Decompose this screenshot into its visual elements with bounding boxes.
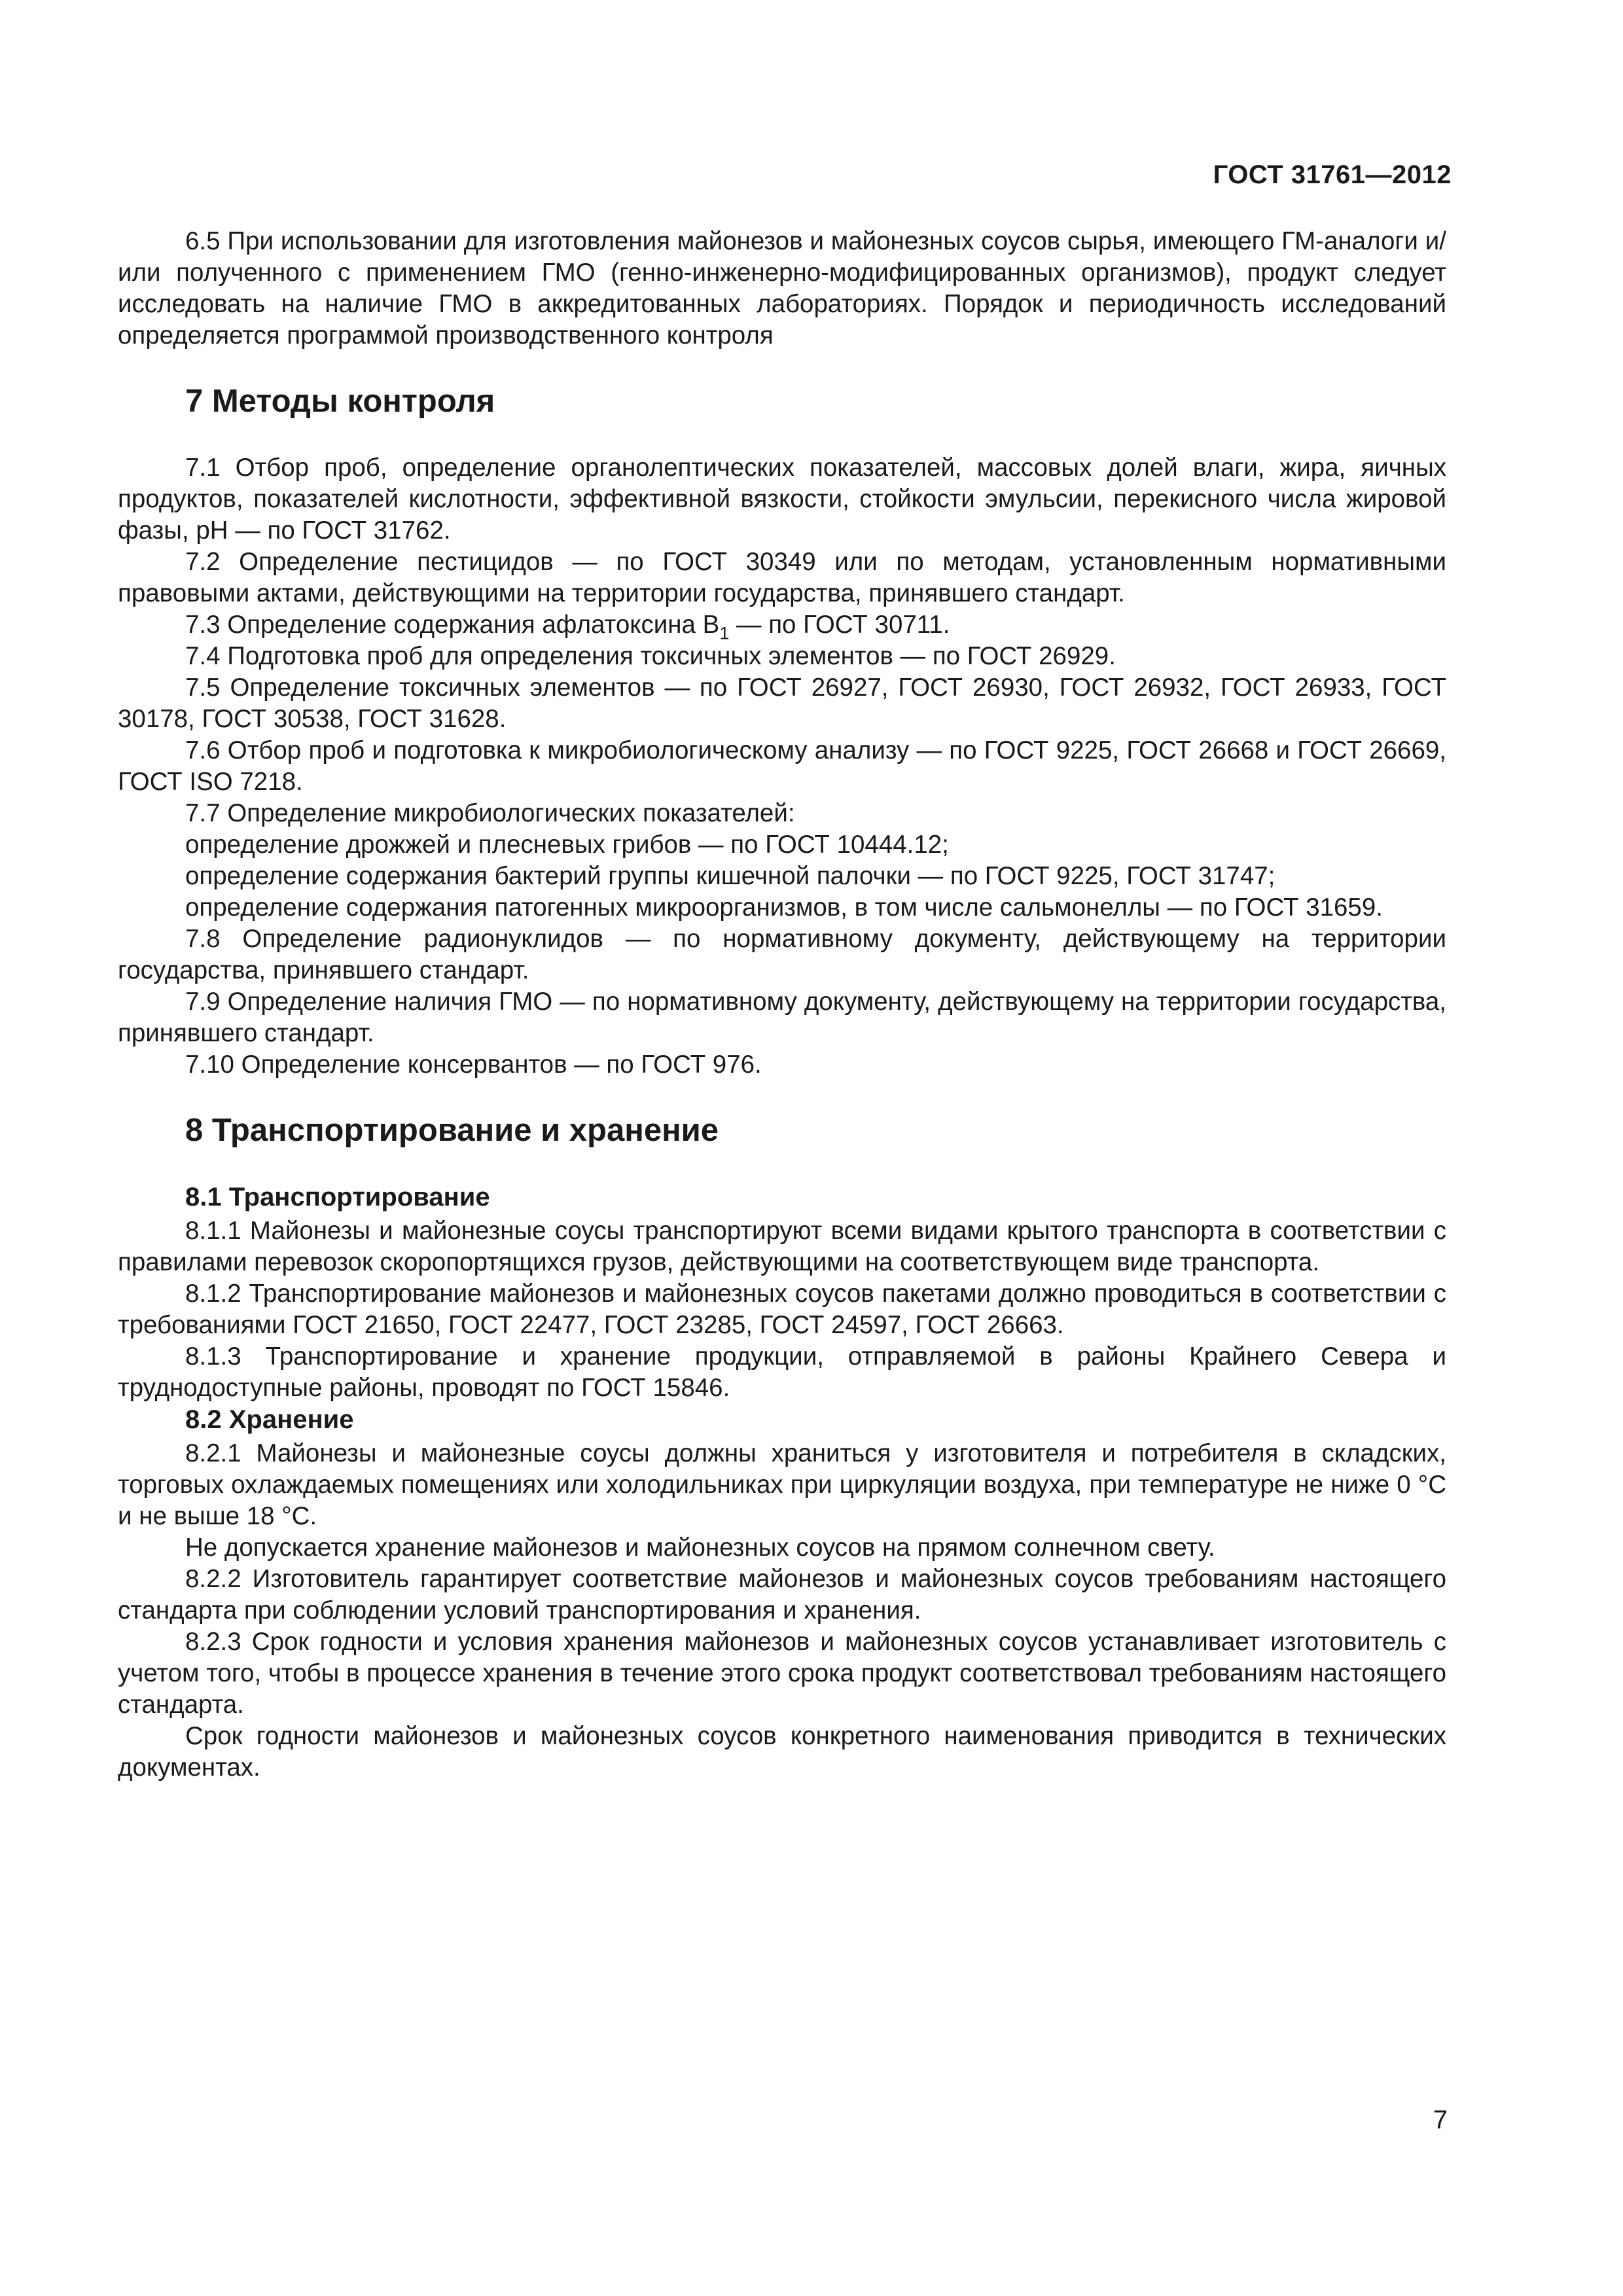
page-number: 7 <box>1433 2106 1448 2134</box>
paragraph-7-7: 7.7 Определение микробиологических показателей: <box>185 799 795 827</box>
paragraph-7-5: 7.5 Определение токсичных элементов — по ГОСТ 26927, ГОСТ 26930, ГОСТ 26932, ГОСТ 26933, ГОСТ 30178, ГОСТ 30538, ГОСТ 31628. <box>118 673 1446 733</box>
paragraph-7-2: 7.2 Определение пестицидов — по ГОСТ 30349 или по методам, установленным нормативными правовыми актами, действующими на территории государства, принявшего стандарт. <box>118 548 1446 607</box>
paragraph-8-1-1: 8.1.1 Майонезы и майонезные соусы транспортируют всеми видами крытого транспорта в соответствии с правилами перевозок скоропортящихся грузов, действующими на соответствующем виде транспорта. <box>118 1217 1446 1276</box>
paragraph-7-7-c: определение содержания патогенных микроорганизмов, в том числе сальмонеллы — по ГОСТ 31659. <box>185 893 1383 922</box>
paragraph-7-4: 7.4 Подготовка проб для определения токсичных элементов — по ГОСТ 26929. <box>185 642 1116 670</box>
paragraph-8-2-1: 8.2.1 Майонезы и майонезные соусы должны храниться у изготовителя и потребителя в складских, торговых охлаждаемых помещениях или холодильниках при циркуляции воздуха, при температуре не ниже 0 °С и не выше 18 °С. <box>118 1439 1446 1530</box>
paragraph-7-9: 7.9 Определение наличия ГМО — по нормативному документу, действующему на территории государства, принявшего стандарт. <box>118 988 1446 1047</box>
paragraph-7-10: 7.10 Определение консервантов — по ГОСТ 976. <box>185 1050 762 1079</box>
document-body <box>118 226 1446 1784</box>
section-title-7: 7 Методы контроля <box>185 384 495 419</box>
paragraph-7-3-tail: — по ГОСТ 30711. <box>729 611 950 639</box>
paragraph-7-3 <box>118 609 1446 641</box>
paragraph-8-2-3-note: Срок годности майонезов и майонезных соусов конкретного наименования приводится в технических документах. <box>118 1722 1446 1782</box>
paragraph-7-3-text: 7.3 Определение содержания афлатоксина В <box>185 611 720 639</box>
aflatoxin-subscript: 1 <box>719 623 730 643</box>
paragraph-7-7-a: определение дрожжей и плесневых грибов — по ГОСТ 10444.12; <box>185 831 949 859</box>
paragraph-7-1: 7.1 Отбор проб, определение органолептических показателей, массовых долей влаги, жира, яичных продуктов, показателей кислотности, эффективной вязкости, стойкости эмульсии, перекисного числа жировой фазы, pH — по ГОСТ 31762. <box>118 454 1446 545</box>
paragraph-7-6: 7.6 Отбор проб и подготовка к микробиологическому анализу — по ГОСТ 9225, ГОСТ 26668 и ГОСТ 26669, ГОСТ ISO 7218. <box>118 736 1446 796</box>
subsection-title-8-1: 8.1 Транспортирование <box>185 1183 490 1211</box>
paragraph-8-1-2: 8.1.2 Транспортирование майонезов и майонезных соусов пакетами должно проводиться в соответствии с требованиями ГОСТ 21650, ГОСТ 22477, ГОСТ 23285, ГОСТ 24597, ГОСТ 26663. <box>118 1280 1446 1339</box>
section-title-8: 8 Транспортирование и хранение <box>185 1113 719 1148</box>
document-header: ГОСТ 31761—2012 <box>1213 160 1452 189</box>
paragraph-8-2-1-note: Не допускается хранение майонезов и майонезных соусов на прямом солнечном свету. <box>185 1534 1215 1562</box>
paragraph-8-1-3: 8.1.3 Транспортирование и хранение продукции, отправляемой в районы Крайнего Севера и труднодоступные районы, проводят по ГОСТ 15846. <box>118 1342 1446 1402</box>
paragraph-7-8: 7.8 Определение радионуклидов — по нормативному документу, действующему на территории государства, принявшего стандарт. <box>118 925 1446 984</box>
paragraph-8-2-2: 8.2.2 Изготовитель гарантирует соответствие майонезов и майонезных соусов требованиям настоящего стандарта при соблюдении условий транспортирования и хранения. <box>118 1565 1446 1624</box>
paragraph-7-7-b: определение содержания бактерий группы кишечной палочки — по ГОСТ 9225, ГОСТ 31747; <box>185 862 1275 890</box>
paragraph-6-5: 6.5 При использовании для изготовления майонезов и майонезных соусов сырья, имеющего ГМ-аналоги и/или полученного с применением ГМО (генно-инженерно-модифицированных организмов), продукт следует исследовать на наличие ГМО в аккредитованных лабораториях. Порядок и периодичность исследований определяется программой производственного контроля <box>118 227 1446 350</box>
subsection-title-8-2: 8.2 Хранение <box>185 1405 354 1434</box>
paragraph-8-2-3: 8.2.3 Срок годности и условия хранения майонезов и майонезных соусов устанавливает изготовитель с учетом того, чтобы в процессе хранения в течение этого срока продукт соответствовал требованиям настоящего стандарта. <box>118 1628 1446 1719</box>
